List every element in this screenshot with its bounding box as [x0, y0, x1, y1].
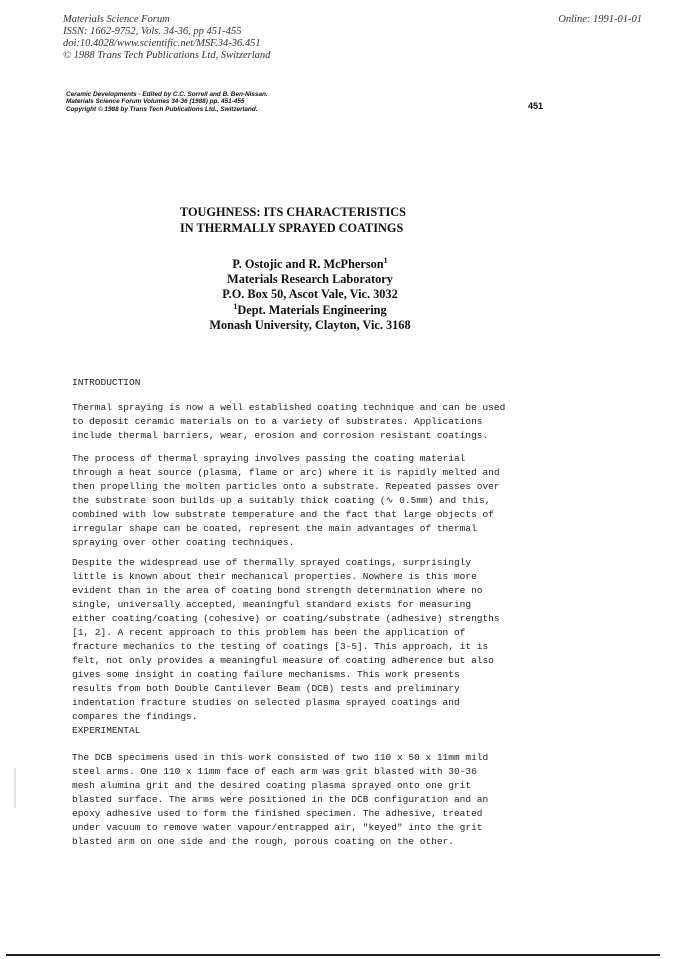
intro-paragraph-3: [72, 556, 632, 724]
scan-margin-mark: [14, 768, 16, 808]
page-number: 451: [528, 101, 544, 111]
affiliation-4: Monash University, Clayton, Vic. 3168: [209, 317, 411, 332]
text-line: spraying over other coating techniques.: [72, 537, 295, 548]
affiliation-superscript: 1: [233, 301, 238, 311]
journal-name: Materials Science Forum: [63, 14, 170, 25]
text-line: single, universally accepted, meaningful standard exists for measuring: [72, 599, 472, 610]
affiliation-2: P.O. Box 50, Ascot Vale, Vic. 3032: [222, 287, 398, 302]
publication-header: [63, 14, 363, 62]
text-line: The process of thermal spraying involves passing the coating material: [72, 453, 466, 464]
affiliation-3: $^1$Dept. Materials Engineering: [233, 301, 387, 317]
author-superscript: 1: [383, 255, 388, 265]
text-line: compares the findings.: [72, 711, 198, 722]
text-line: gives some insight in coating failure mechanisms. This work presents: [72, 669, 460, 680]
text-line: [1, 2]. A recent approach to this problem has been the application of: [72, 627, 466, 638]
text-line: mesh alumina grit and the desired coating plasma sprayed onto one grit: [72, 780, 472, 791]
text-line: little is known about their mechanical properties. Nowhere is this more: [72, 571, 477, 582]
text-line: epoxy adhesive used to form the finished specimen. The adhesive, treated: [72, 808, 483, 819]
paper-title: [180, 205, 480, 236]
introduction-heading: INTRODUCTION: [72, 377, 141, 388]
text-line: through a heat source (plasma, flame or arc) where it is rapidly melted and: [72, 467, 500, 478]
text-line: to deposit ceramic materials on to a variety of substrates. Applications: [72, 416, 483, 427]
volume-info: [66, 91, 386, 113]
text-line: include thermal barriers, wear, erosion and corrosion resistant coatings.: [72, 430, 489, 441]
experimental-heading: EXPERIMENTAL: [72, 725, 141, 736]
intro-paragraph-2: [72, 452, 632, 550]
text-line: evident than in the area of coating bond strength determination where no: [72, 585, 483, 596]
online-date: Online: 1991-01-01: [558, 14, 642, 25]
text-line: Despite the widespread use of thermally sprayed coatings, surprisingly: [72, 557, 472, 568]
text-line: felt, not only provides a meaningful measure of coating adherence but also: [72, 655, 494, 666]
text-line: Thermal spraying is now a well established coating technique and can be used: [72, 402, 506, 413]
text-line: the substrate soon builds up a suitably thick coating (∿ 0.5mm) and this,: [72, 495, 491, 506]
affiliation-1: Materials Research Laboratory: [227, 272, 393, 287]
text-line: The DCB specimens used in this work consisted of two 110 x 50 x 11mm mild: [72, 752, 489, 763]
author-names: P. Ostojic and R. McPherson$^1$: [232, 255, 388, 271]
volume-line-2: Materials Science Forum Volumes 34-36 (1988) pp. 451-455: [66, 98, 245, 106]
text-line: combined with low substrate temperature and the fact that large objects of: [72, 509, 494, 520]
bottom-rule: [6, 954, 660, 956]
text-line: fracture mechanics to the testing of coatings [3-5]. This approach, it is: [72, 641, 489, 652]
text-line: blasted arm on one side and the rough, porous coating on the other.: [72, 836, 454, 847]
author-block: [160, 257, 460, 333]
text-line: under vacuum to remove water vapour/entrapped air, "keyed" into the grit: [72, 822, 483, 833]
copyright-line: © 1988 Trans Tech Publications Ltd, Switzerland: [63, 50, 271, 61]
doi-line[interactable]: doi:10.4028/www.scientific.net/MSF.34-36.451: [63, 38, 261, 49]
volume-line-3: Copyright © 1988 by Trans Tech Publications Ltd., Switzerland.: [66, 105, 258, 113]
experimental-paragraph-1: [72, 751, 632, 849]
text-line: either coating/coating (cohesive) or coating/substrate (adhesive) strengths: [72, 613, 500, 624]
title-line-1: TOUGHNESS: ITS CHARACTERISTICS: [180, 205, 406, 219]
text-line: blasted surface. The arms were positioned in the DCB configuration and an: [72, 794, 489, 805]
text-line: steel arms. One 110 x 11mm face of each arm was grit blasted with 30-36: [72, 766, 477, 777]
volume-line-1: Ceramic Developments - Edited by C.C. Sorrell and B. Ben-Nissan.: [66, 91, 268, 98]
text-line: then propelling the molten particles onto a substrate. Repeated passes over: [72, 481, 500, 492]
title-line-2: IN THERMALLY SPRAYED COATINGS: [180, 220, 404, 235]
text-line: results from both Double Cantilever Beam (DCB) tests and preliminary: [72, 683, 460, 694]
text-line: irregular shape can be coated, represent the main advantages of thermal: [72, 523, 477, 534]
text-line: indentation fracture studies on selected plasma sprayed coatings and: [72, 697, 460, 708]
intro-paragraph-1: [72, 401, 632, 443]
issn-line: ISSN: 1662-9752, Vols. 34-36, pp 451-455: [63, 26, 242, 37]
